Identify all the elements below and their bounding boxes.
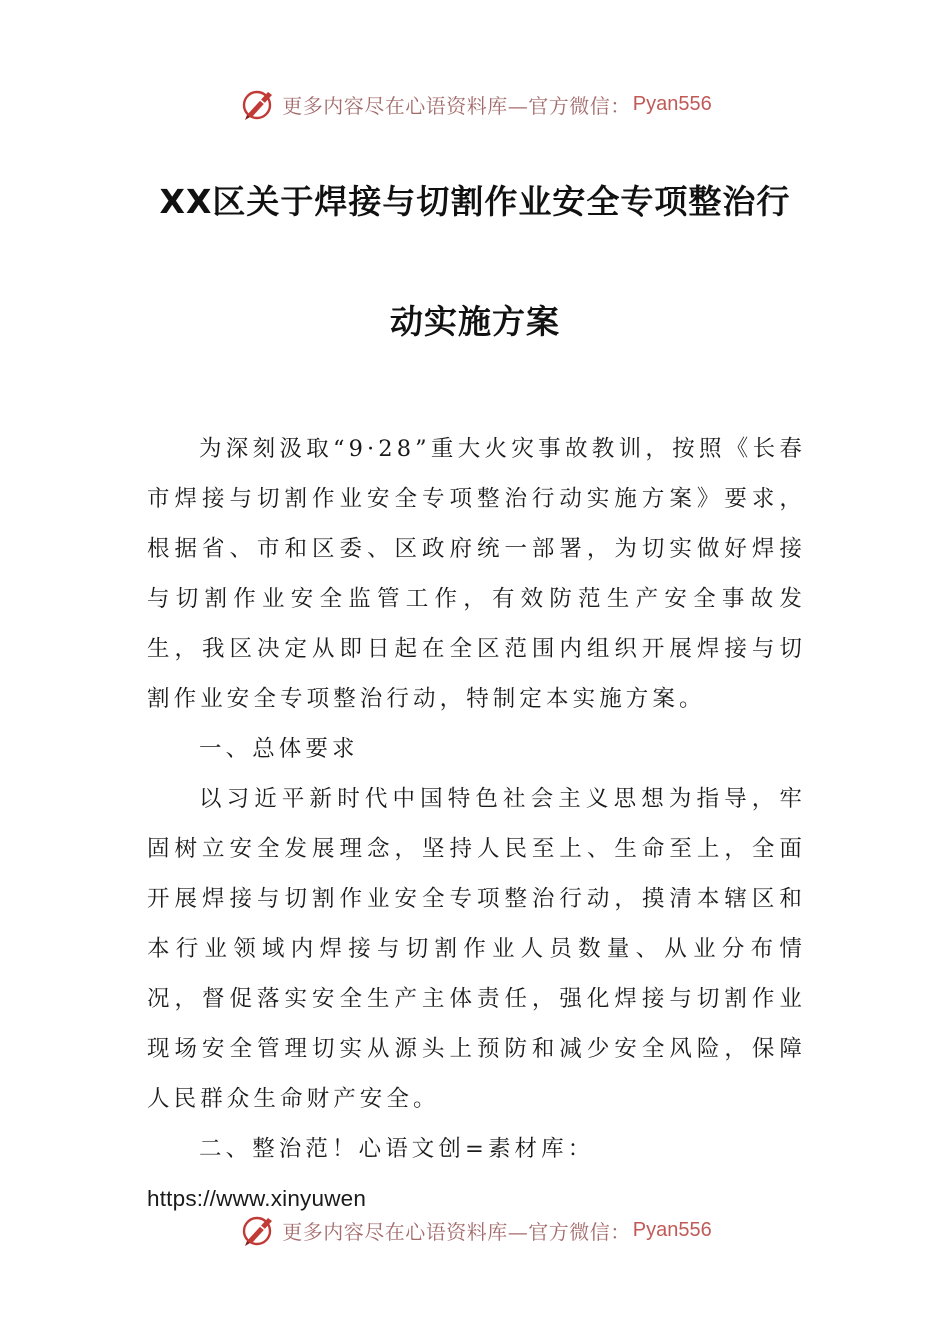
document-title-line-2: 动实施方案	[390, 302, 560, 341]
pen-logo-icon	[238, 84, 278, 124]
watermark-text: 更多内容尽在心语资料库—官方微信：	[282, 1219, 631, 1244]
section-heading-scope	[147, 1124, 806, 1224]
document-body	[147, 424, 806, 1224]
header-watermark	[0, 84, 950, 124]
watermark-text: 更多内容尽在心语资料库—官方微信：	[282, 93, 631, 118]
document-title-line-1: XX区关于焊接与切割作业安全专项整治行	[159, 182, 791, 221]
scope-heading-text: 二、整治范！心语文创=素材库：	[199, 1136, 595, 1162]
general-requirements-paragraph: 以习近平新时代中国特色社会主义思想为指导，牢固树立安全发展理念，坚持人民至上、生命至上，全面开展焊接与切割作业安全专项整治行动，摸清本辖区和本行业领域内焊接与切割作业人员数量、从业分布情况，督促落实安全生产主体责任，强化焊接与切割作业现场安全管理切实从源头上预防和减少安全风险，保障人民群众生命财产安全。	[147, 786, 806, 1112]
footer-watermark	[0, 1210, 950, 1250]
intro-paragraph: 为深刻汲取“9·28”重大火灾事故教训，按照《长春市焊接与切割作业安全专项整治行动实施方案》要求，根据省、市和区委、区政府统一部署，为切实做好焊接与切割作业安全监管工作，有效防范生产安全事故发生，我区决定从即日起在全区范围内组织开展焊接与切割作业安全专项整治行动，特制定本实施方案。	[147, 436, 806, 712]
wechat-id: Pyan556	[632, 1218, 712, 1241]
pen-logo-icon	[238, 1210, 278, 1250]
wechat-id: Pyan556	[632, 92, 712, 115]
source-url: https://www.xinyuwen	[147, 1186, 367, 1211]
section-heading-general-requirements: 一、总体要求	[199, 736, 359, 762]
